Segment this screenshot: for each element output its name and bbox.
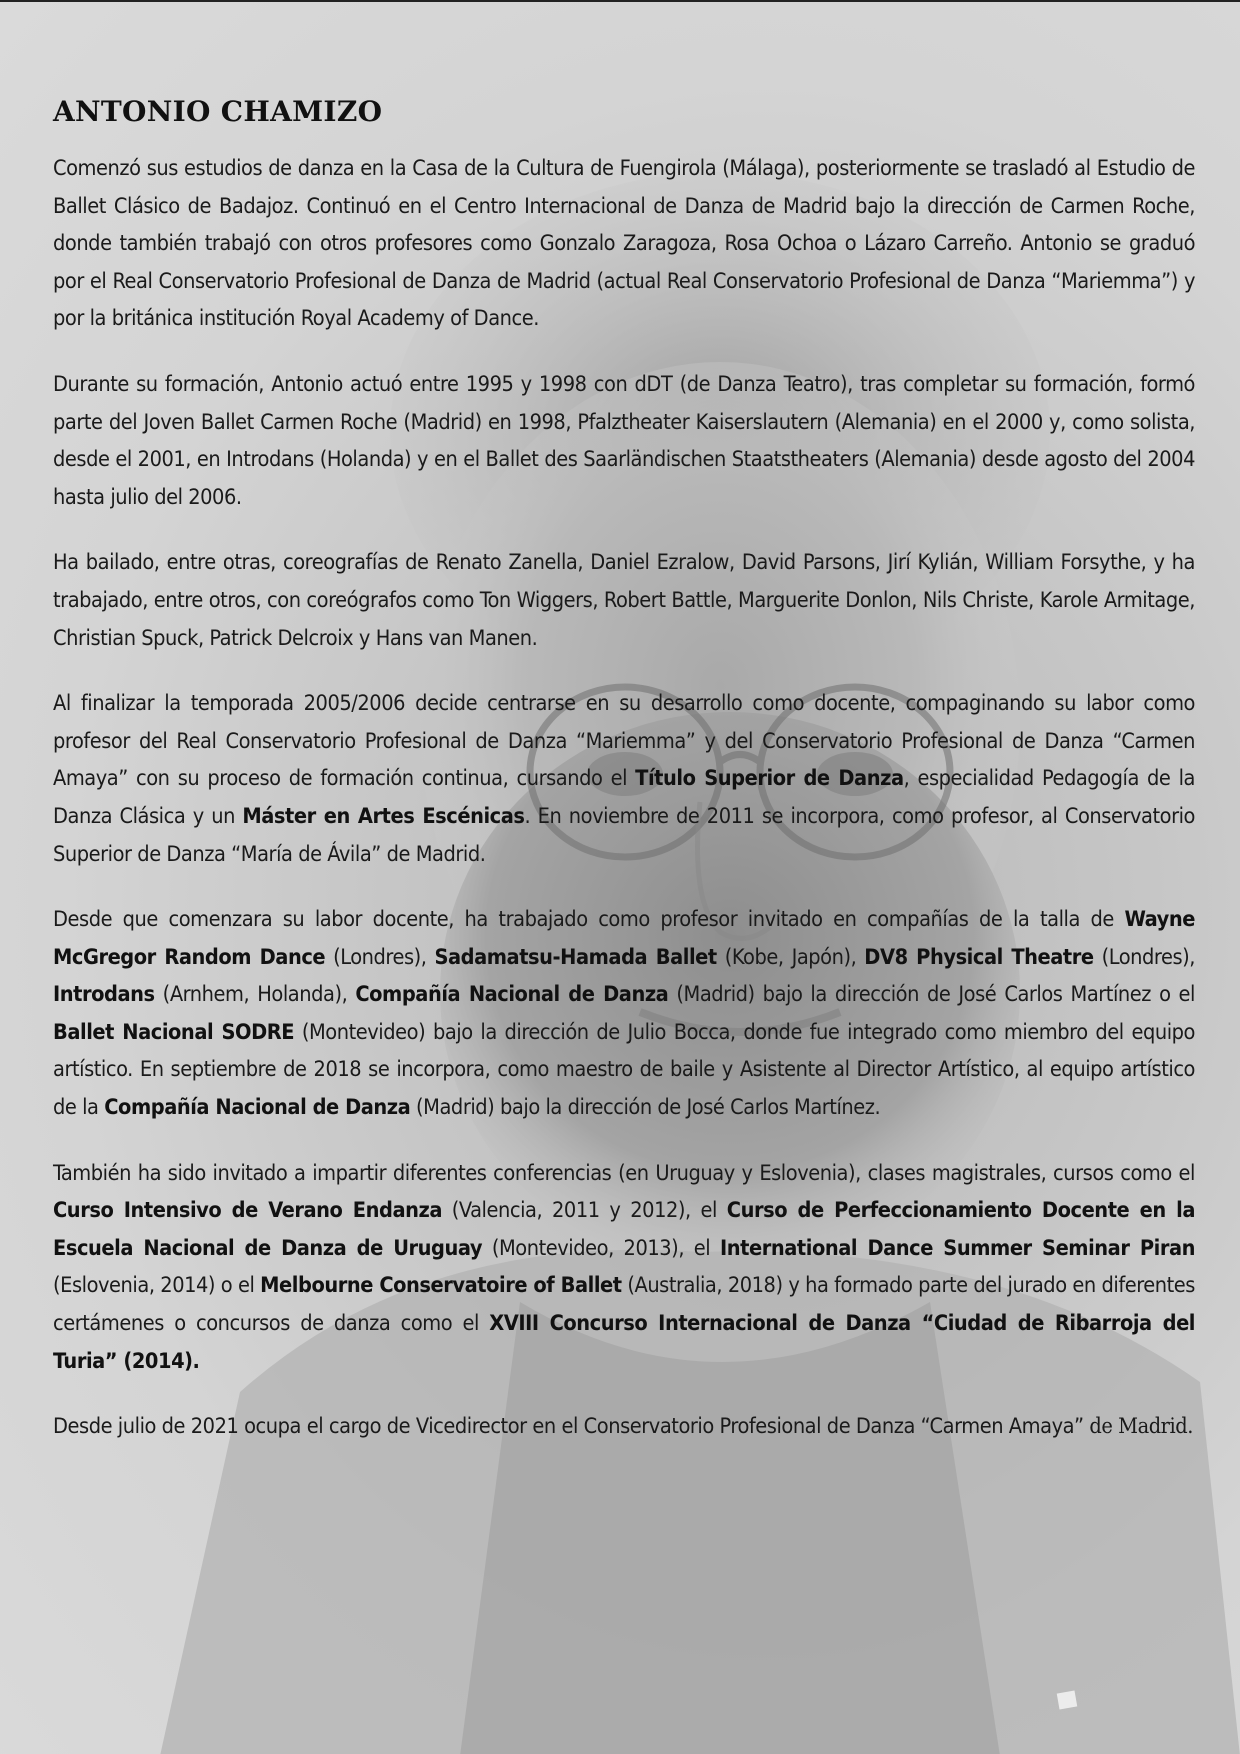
bold-highlight: Ballet Nacional SODRE [53,1019,295,1045]
paragraph-text: (Australia, 2018) y ha formado parte del jurado en diferentes certámenes o concursos de danza como el [53,1273,1195,1337]
paragraph-text: de Madrid. [1089,1414,1193,1440]
bold-highlight: Melbourne Conservatoire of Ballet [260,1273,622,1299]
biography-paragraph [53,901,1195,1127]
paragraph-text: (Montevideo, 2013), el [482,1235,721,1261]
biography-paragraph [53,685,1195,873]
biography-paragraph [53,1155,1195,1381]
paragraph-text: (Madrid) bajo la dirección de José Carlos Martínez o el [668,982,1195,1008]
paragraph-text: Durante su formación, Antonio actuó entre 1995 y 1998 con dDT (de Danza Teatro), tras completar su formación, formó parte del Joven Ballet Carmen Roche (Madrid) en 1998, Pfalztheater Kaiserslautern (Alemania) en el 2000 y, como solista, desde el 2001, en Introdans (Holanda) y en el Ballet des Saarländischen Staatstheaters (Alemania) desde agosto del 2004 hasta julio del 2006. [53,371,1195,510]
page-title: ANTONIO CHAMIZO [53,95,383,128]
bold-highlight: DV8 Physical Theatre [864,944,1094,970]
biography-paragraph [53,366,1195,516]
biography-paragraph [53,1408,1195,1446]
paragraph-text: (Montevideo) bajo la dirección de Julio Bocca, donde fue integrado como miembro del equipo artístico. En septiembre de 2018 se incorpora, como maestro de baile y Asistente al Director Artístico, al equipo artístico de la [53,1019,1195,1121]
paragraph-text: Desde julio de 2021 ocupa el cargo de Vicedirector en el Conservatorio Profesional de Danza “Carmen Amaya” [53,1414,1090,1440]
bold-highlight: Compañía Nacional de Danza [104,1095,411,1121]
paragraph-text: Al finalizar la temporada 2005/2006 decide centrarse en su desarrollo como docente, compaginando su labor como profesor del Real Conservatorio Profesional de Danza “Mariemma” y del Conservatorio Profesional de Danza “Carmen Amaya” con su proceso de formación continua, cursando el [53,691,1195,792]
paragraph-text: (Londres), [1093,944,1195,970]
paragraph-text: . En noviembre de 2011 se incorpora, como profesor, al Conservatorio Superior de Danza “María de Ávila” de Madrid. [53,803,1195,867]
bold-highlight: Curso Intensivo de Verano Endanza [53,1198,443,1224]
paragraph-text: (Londres), [325,944,435,970]
biography-paragraph [53,544,1195,657]
bold-highlight: International Dance Summer Seminar Piran [720,1235,1195,1261]
biography-paragraph [53,150,1195,338]
bold-highlight: Wayne McGregor Random Dance [53,907,1195,970]
paragraph-text: (Madrid) bajo la dirección de José Carlos Martínez. [410,1095,881,1121]
paragraph-text: (Valencia, 2011 y 2012), el [442,1198,727,1224]
paragraph-text: (Eslovenia, 2014) o el [53,1273,261,1299]
paragraph-text: Ha bailado, entre otras, coreografías de Renato Zanella, Daniel Ezralow, David Parsons, Jirí Kylián, William Forsythe, y ha trabajado, entre otros, con coreógrafos como Ton Wiggers, Robert Battle, Marguerite Donlon, Nils Christe, Karole Armitage, Christian Spuck, Patrick Delcroix y Hans van Manen. [53,550,1195,651]
biography-paragraphs [53,150,1195,1446]
bold-highlight: Sadamatsu-Hamada Ballet [434,944,717,970]
paragraph-text: También ha sido invitado a impartir diferentes conferencias (en Uruguay y Eslovenia), clases magistrales, cursos como el [53,1160,1195,1186]
paragraph-text: Desde que comenzara su labor docente, ha trabajado como profesor invitado en compañías de la talla de [53,907,1125,933]
paragraph-text: , especialidad Pedagogía de la Danza Clásica y un [53,766,1195,829]
bold-highlight: XVIII Concurso Internacional de Danza “Ciudad de Ribarroja del Turia” (2014). [53,1311,1195,1374]
paragraph-text: (Arnhem, Holanda), [154,982,356,1008]
bold-highlight: Introdans [53,982,155,1008]
bold-highlight: Máster en Artes Escénicas [242,803,525,829]
bold-highlight: Título Superior de Danza [635,766,904,792]
paragraph-text: Comenzó sus estudios de danza en la Casa de la Cultura de Fuengirola (Málaga), posteriormente se trasladó al Estudio de Ballet Clásico de Badajoz. Continuó en el Centro Internacional de Danza de Madrid bajo la dirección de Carmen Roche, donde también trabajó con otros profesores como Gonzalo Zaragoza, Rosa Ochoa o Lázaro Carreño. Antonio se graduó por el Real Conservatorio Profesional de Danza de Madrid (actual Real Conservatorio Profesional de Danza “Mariemma”) y por la británica institución Royal Academy of Dance. [53,156,1195,332]
bold-highlight: Curso de Perfeccionamiento Docente en la Escuela Nacional de Danza de Uruguay [53,1198,1195,1261]
bold-highlight: Compañía Nacional de Danza [355,982,669,1008]
biography-text-block [53,95,1195,1474]
paragraph-text: (Kobe, Japón), [716,944,865,970]
